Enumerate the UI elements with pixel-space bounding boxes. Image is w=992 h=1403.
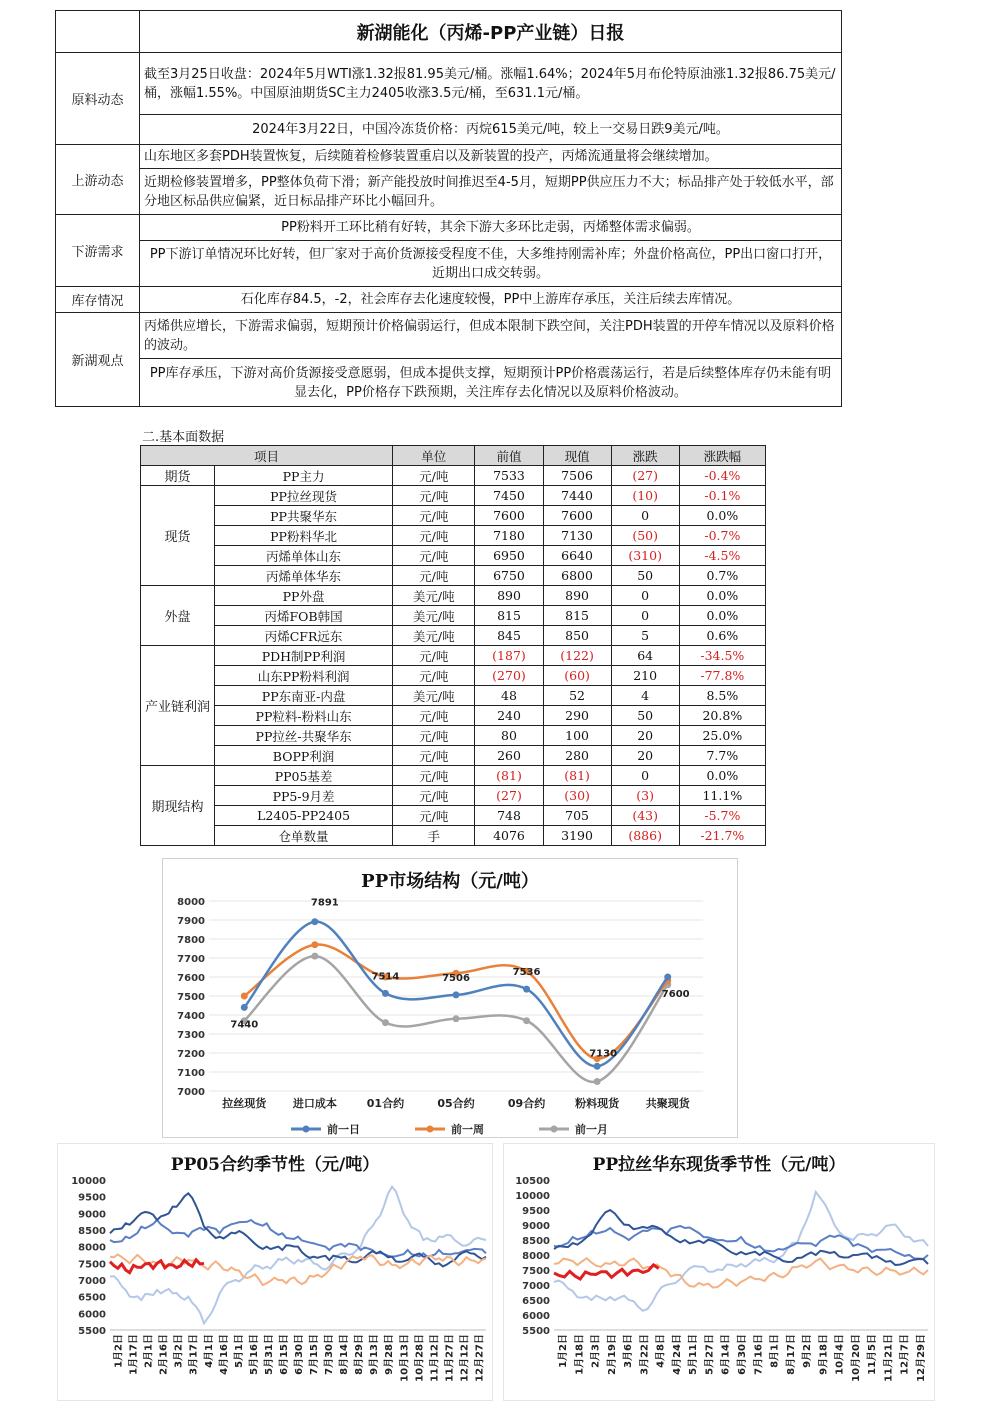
curr-cell: (81) (543, 766, 611, 786)
change-cell: 50 (611, 706, 679, 726)
x-tick-label: 3月22日 (639, 1334, 651, 1375)
prev-cell: 6950 (475, 546, 543, 566)
x-tick-label: 09合约 (507, 1097, 546, 1110)
y-tick-label: 9000 (522, 1221, 550, 1232)
row-label-inventory: 库存情况 (56, 287, 140, 313)
table-row (141, 726, 766, 746)
y-tick-label: 5500 (522, 1326, 550, 1337)
x-tick-label: 10月13日 (399, 1334, 411, 1382)
y-tick-label: 6500 (78, 1292, 106, 1304)
unit-cell: 元/吨 (393, 666, 475, 686)
header-change-pct: 涨跌幅 (679, 446, 765, 466)
data-label: 7130 (589, 1048, 618, 1060)
y-tick-label: 7400 (177, 1011, 205, 1022)
report-table (55, 10, 842, 407)
chart-title: PP拉丝华东现货季节性（元/吨） (592, 1155, 846, 1175)
item-cell: PP主力 (215, 466, 393, 486)
x-tick-label: 05合约 (437, 1097, 475, 1110)
x-tick-label: 3月2日 (173, 1334, 185, 1368)
raw-materials-text-1: 截至3月25日收盘：2024年5月WTI涨1.32报81.95美元/桶。涨幅1.64%；2024年5月布伦特原油涨1.32报86.75美元/桶，涨幅1.55%。中国原油期货SC主力2405收涨3.5元/桶，至631.1元/桶。 (140, 53, 842, 115)
x-tick-label: 6月30日 (737, 1334, 748, 1375)
group-label: 产业链利润 (141, 646, 215, 766)
item-cell: PP粉料华北 (215, 526, 393, 546)
series-point (523, 1017, 530, 1024)
x-tick-label: 进口成本 (292, 1097, 337, 1110)
y-tick-label: 7200 (177, 1049, 205, 1060)
x-tick-label: 1月2日 (558, 1334, 570, 1368)
y-tick-label: 7100 (177, 1068, 205, 1079)
pp-wire-seasonality-chart (503, 1143, 935, 1401)
legend-label: 前一日 (327, 1123, 360, 1136)
curr-cell: (122) (543, 646, 611, 666)
y-tick-label: 10000 (71, 1176, 106, 1187)
legend-marker (303, 1126, 310, 1133)
series-point (311, 941, 318, 948)
market-structure-chart (162, 858, 738, 1138)
y-tick-label: 8000 (522, 1251, 550, 1262)
item-cell: 丙烯单体山东 (215, 546, 393, 566)
fundamentals-table (140, 445, 766, 846)
report-corner (56, 11, 140, 53)
series-line (244, 944, 667, 1058)
change-cell: 210 (611, 666, 679, 686)
market-structure-plot (163, 859, 737, 1137)
x-tick-label: 拉丝现货 (222, 1097, 267, 1110)
x-tick-label: 11月27日 (444, 1334, 456, 1382)
item-cell: 丙烯CFR远东 (215, 626, 393, 646)
x-tick-label: 11月5日 (867, 1334, 879, 1375)
prev-cell: (187) (475, 646, 543, 666)
prev-cell: 48 (475, 686, 543, 706)
x-tick-label: 1月17日 (128, 1334, 140, 1375)
curr-cell: 7506 (543, 466, 611, 486)
x-tick-label: 2月19日 (606, 1334, 618, 1375)
change-cell: 0 (611, 606, 679, 626)
curr-cell: (60) (543, 666, 611, 686)
x-tick-label: 7月30日 (324, 1334, 336, 1375)
change-cell: (3) (611, 786, 679, 806)
prev-cell: (27) (475, 786, 543, 806)
unit-cell: 元/吨 (393, 646, 475, 666)
change-cell: (310) (611, 546, 679, 566)
unit-cell: 元/吨 (393, 546, 475, 566)
x-tick-label: 5月11日 (688, 1334, 700, 1375)
x-tick-label: 8月17日 (785, 1334, 797, 1375)
x-tick-label: 12月7日 (899, 1334, 911, 1375)
x-tick-label: 4月8日 (655, 1334, 667, 1368)
table-row (141, 666, 766, 686)
change-pct-cell: -0.7% (679, 526, 765, 546)
table-row (141, 806, 766, 826)
downstream-text-1: PP粉料开工环比稍有好转，其余下游大多环比走弱，丙烯整体需求偏弱。 (140, 215, 842, 241)
curr-cell: 815 (543, 606, 611, 626)
y-tick-label: 7000 (78, 1276, 106, 1287)
prev-cell: 240 (475, 706, 543, 726)
header-item: 项目 (141, 446, 393, 466)
change-cell: (886) (611, 826, 679, 846)
item-cell: 山东PP粉料利润 (215, 666, 393, 686)
x-tick-label: 4月1日 (203, 1334, 215, 1368)
unit-cell: 元/吨 (393, 726, 475, 746)
data-label: 7514 (371, 971, 400, 983)
x-tick-label: 9月2日 (802, 1334, 814, 1368)
x-tick-label: 10月4日 (834, 1334, 846, 1375)
pp05-seasonality-chart (57, 1143, 493, 1401)
table-row (141, 566, 766, 586)
change-pct-cell: 0.0% (679, 766, 765, 786)
x-tick-label: 5月31日 (263, 1334, 275, 1375)
x-tick-label: 6月14日 (720, 1334, 732, 1375)
x-tick-label: 12月12日 (459, 1334, 471, 1382)
change-pct-cell: -5.7% (679, 806, 765, 826)
season-line (110, 1220, 486, 1257)
table-row (141, 606, 766, 626)
x-tick-label: 4月16日 (218, 1334, 230, 1375)
prev-cell: (270) (475, 666, 543, 686)
legend-label: 前一周 (451, 1123, 484, 1136)
change-cell: 20 (611, 726, 679, 746)
series-point (241, 1004, 248, 1011)
series-point (594, 1078, 601, 1085)
series-point (241, 993, 248, 1000)
y-tick-label: 8500 (78, 1226, 106, 1237)
x-tick-label: 8月29日 (354, 1334, 366, 1375)
data-label: 7506 (442, 972, 470, 984)
x-tick-label: 12月29日 (915, 1334, 927, 1382)
item-cell: PP5-9月差 (215, 786, 393, 806)
x-tick-label: 3月17日 (188, 1334, 200, 1375)
legend-marker (551, 1126, 558, 1133)
change-cell: 0 (611, 586, 679, 606)
x-tick-label: 10月28日 (414, 1334, 426, 1382)
y-tick-label: 8500 (522, 1236, 550, 1247)
change-cell: 20 (611, 746, 679, 766)
y-tick-label: 7500 (177, 992, 205, 1003)
change-cell: 50 (611, 566, 679, 586)
row-label-downstream: 下游需求 (56, 215, 140, 287)
season-line (554, 1258, 928, 1287)
curr-cell: 7130 (543, 526, 611, 546)
season-line (554, 1265, 659, 1279)
change-cell: 0 (611, 766, 679, 786)
prev-cell: 890 (475, 586, 543, 606)
raw-materials-text-2: 2024年3月22日，中国冷冻货价格：丙烷615美元/吨，较上一交易日跌9美元/吨。 (140, 115, 842, 145)
table-row (141, 586, 766, 606)
pp05-seasonality-plot (58, 1144, 492, 1400)
y-tick-label: 6500 (522, 1296, 550, 1307)
chart-title: PP05合约季节性（元/吨） (170, 1155, 380, 1175)
table-row (141, 506, 766, 526)
change-pct-cell: -21.7% (679, 826, 765, 846)
series-point (311, 918, 318, 925)
prev-cell: 7450 (475, 486, 543, 506)
curr-cell: 290 (543, 706, 611, 726)
y-tick-label: 5500 (78, 1326, 106, 1337)
report-title: 新湖能化（丙烯-PP产业链）日报 (140, 11, 842, 53)
upstream-text-1: 山东地区多套PDH装置恢复，后续随着检修装置重启以及新装置的投产，丙烯流通量将会继续增加。 (140, 145, 842, 169)
y-tick-label: 8000 (78, 1242, 106, 1254)
curr-cell: 890 (543, 586, 611, 606)
series-point (311, 953, 318, 960)
x-tick-label: 1月18日 (574, 1334, 586, 1375)
unit-cell: 元/吨 (393, 786, 475, 806)
change-cell: 0 (611, 506, 679, 526)
row-label-outlook: 新湖观点 (56, 313, 140, 407)
item-cell: PP粒料-粉料山东 (215, 706, 393, 726)
change-pct-cell: -4.5% (679, 546, 765, 566)
data-label: 7536 (512, 967, 541, 979)
change-pct-cell: -0.4% (679, 466, 765, 486)
x-tick-label: 5月1日 (233, 1334, 245, 1368)
curr-cell: 7440 (543, 486, 611, 506)
unit-cell: 手 (393, 826, 475, 846)
x-tick-label: 12月27日 (474, 1334, 486, 1382)
unit-cell: 美元/吨 (393, 626, 475, 646)
upstream-text-2: 近期检修装置增多，PP整体负荷下滑；新产能投放时间推迟至4-5月，短期PP供应压力不大；标品排产处于较低水平，部分地区标品供应偏紧，近日标品排产环比小幅回升。 (140, 169, 842, 215)
curr-cell: 7600 (543, 506, 611, 526)
x-tick-label: 3月6日 (623, 1334, 635, 1368)
unit-cell: 元/吨 (393, 566, 475, 586)
x-tick-label: 1月2日 (113, 1334, 125, 1368)
prev-cell: 845 (475, 626, 543, 646)
item-cell: PP共聚华东 (215, 506, 393, 526)
item-cell: 丙烯单体华东 (215, 566, 393, 586)
series-point (382, 990, 389, 997)
curr-cell: 6800 (543, 566, 611, 586)
y-tick-label: 8000 (177, 897, 205, 908)
curr-cell: 850 (543, 626, 611, 646)
table-row (141, 706, 766, 726)
table-row (141, 546, 766, 566)
item-cell: PP拉丝-共聚华东 (215, 726, 393, 746)
item-cell: 仓单数量 (215, 826, 393, 846)
season-line (110, 1260, 204, 1273)
change-pct-cell: -0.1% (679, 486, 765, 506)
unit-cell: 元/吨 (393, 506, 475, 526)
x-tick-label: 11月21日 (883, 1334, 895, 1382)
y-tick-label: 10500 (515, 1176, 550, 1187)
prev-cell: 7533 (475, 466, 543, 486)
prev-cell: 6750 (475, 566, 543, 586)
curr-cell: 6640 (543, 546, 611, 566)
prev-cell: 7600 (475, 506, 543, 526)
prev-cell: 260 (475, 746, 543, 766)
x-tick-label: 11月12日 (429, 1334, 441, 1382)
x-tick-label: 6月30日 (294, 1334, 305, 1375)
header-prev: 前值 (475, 446, 543, 466)
change-pct-cell: 0.7% (679, 566, 765, 586)
y-tick-label: 7300 (177, 1030, 205, 1041)
y-tick-label: 6000 (78, 1309, 106, 1321)
table-row (141, 826, 766, 846)
legend-label: 前一月 (575, 1123, 608, 1136)
change-pct-cell: 8.5% (679, 686, 765, 706)
item-cell: L2405-PP2405 (215, 806, 393, 826)
item-cell: 丙烯FOB韩国 (215, 606, 393, 626)
series-point (453, 1015, 460, 1022)
row-label-raw-materials: 原料动态 (56, 53, 140, 145)
y-tick-label: 7500 (78, 1259, 106, 1271)
table-row (141, 526, 766, 546)
change-pct-cell: 0.0% (679, 606, 765, 626)
unit-cell: 元/吨 (393, 466, 475, 486)
x-tick-label: 10月20日 (850, 1334, 862, 1382)
x-tick-label: 8月14日 (339, 1334, 351, 1375)
pp-wire-seasonality-plot (504, 1144, 934, 1400)
header-curr: 现值 (543, 446, 611, 466)
y-tick-label: 7900 (177, 916, 205, 927)
outlook-text-2: PP库存承压，下游对高价货源接受意愿弱，但成本提供支撑，短期预计PP价格震荡运行，若是后续整体库存仍未能有明显去化，PP价格存下跌预期，关注库存去化情况以及原料价格波动。 (140, 359, 842, 407)
unit-cell: 元/吨 (393, 526, 475, 546)
table-row (141, 466, 766, 486)
data-label: 7440 (230, 1019, 259, 1031)
change-pct-cell: -77.8% (679, 666, 765, 686)
y-tick-label: 10000 (515, 1191, 550, 1202)
curr-cell: 52 (543, 686, 611, 706)
x-tick-label: 9月28日 (384, 1334, 396, 1375)
y-tick-label: 9500 (78, 1192, 106, 1204)
item-cell: PP拉丝现货 (215, 486, 393, 506)
prev-cell: 80 (475, 726, 543, 746)
unit-cell: 元/吨 (393, 806, 475, 826)
table-row (141, 746, 766, 766)
outlook-text-1: 丙烯供应增长，下游需求偏弱，短期预计价格偏弱运行，但成本限制下跌空间，关注PDH装置的开停车情况以及原料价格的波动。 (140, 313, 842, 359)
item-cell: PP东南亚-内盘 (215, 686, 393, 706)
change-pct-cell: -34.5% (679, 646, 765, 666)
data-label: 7891 (310, 897, 339, 909)
series-point (664, 974, 671, 981)
curr-cell: 3190 (543, 826, 611, 846)
x-tick-label: 5月27日 (704, 1334, 716, 1375)
change-pct-cell: 0.0% (679, 586, 765, 606)
series-point (453, 991, 460, 998)
curr-cell: 705 (543, 806, 611, 826)
group-label: 外盘 (141, 586, 215, 646)
x-tick-label: 7月16日 (753, 1334, 765, 1375)
series-point (382, 1019, 389, 1026)
prev-cell: 748 (475, 806, 543, 826)
table-row (141, 786, 766, 806)
x-tick-label: 8月1日 (769, 1334, 781, 1368)
curr-cell: (30) (543, 786, 611, 806)
group-label: 期现结构 (141, 766, 215, 846)
x-tick-label: 共聚现货 (645, 1097, 690, 1110)
item-cell: PDH制PP利润 (215, 646, 393, 666)
y-tick-label: 9000 (78, 1209, 106, 1221)
table-row (141, 686, 766, 706)
row-label-upstream: 上游动态 (56, 145, 140, 215)
unit-cell: 美元/吨 (393, 606, 475, 626)
change-pct-cell: 20.8% (679, 706, 765, 726)
prev-cell: 7180 (475, 526, 543, 546)
change-pct-cell: 11.1% (679, 786, 765, 806)
x-tick-label: 5月16日 (248, 1334, 260, 1375)
change-cell: 4 (611, 686, 679, 706)
unit-cell: 美元/吨 (393, 686, 475, 706)
unit-cell: 元/吨 (393, 746, 475, 766)
legend-marker (427, 1126, 434, 1133)
curr-cell: 280 (543, 746, 611, 766)
change-cell: (27) (611, 466, 679, 486)
x-tick-label: 4月24日 (671, 1334, 683, 1375)
x-tick-label: 6月15日 (278, 1334, 290, 1375)
series-point (523, 986, 530, 993)
unit-cell: 美元/吨 (393, 586, 475, 606)
unit-cell: 元/吨 (393, 486, 475, 506)
series-point (594, 1063, 601, 1070)
unit-cell: 元/吨 (393, 766, 475, 786)
prev-cell: 4076 (475, 826, 543, 846)
x-tick-label: 9月13日 (369, 1334, 381, 1375)
y-tick-label: 7000 (177, 1087, 205, 1098)
change-pct-cell: 7.7% (679, 746, 765, 766)
group-label: 现货 (141, 486, 215, 586)
y-tick-label: 7000 (522, 1281, 550, 1292)
prev-cell: 815 (475, 606, 543, 626)
table-row (141, 766, 766, 786)
x-tick-label: 2月16日 (158, 1334, 170, 1375)
inventory-text: 石化库存84.5，-2，社会库存去化速度较慢，PP中上游库存承压，关注后续去库情况。 (140, 287, 842, 313)
item-cell: BOPP利润 (215, 746, 393, 766)
table-row (141, 646, 766, 666)
x-tick-label: 7月15日 (309, 1334, 321, 1375)
item-cell: PP外盘 (215, 586, 393, 606)
y-tick-label: 7500 (522, 1266, 550, 1277)
downstream-text-2: PP下游订单情况环比好转，但厂家对于高价货源接受程度不佳，大多维持刚需补库；外盘价格高位，PP出口窗口打开，近期出口成交转弱。 (140, 241, 842, 287)
header-unit: 单位 (393, 446, 475, 466)
table-row (141, 486, 766, 506)
header-change: 涨跌 (611, 446, 679, 466)
change-cell: 64 (611, 646, 679, 666)
x-tick-label: 01合约 (366, 1097, 405, 1110)
y-tick-label: 7700 (177, 954, 205, 965)
item-cell: PP05基差 (215, 766, 393, 786)
prev-cell: (81) (475, 766, 543, 786)
data-label: 7600 (661, 989, 690, 1000)
unit-cell: 元/吨 (393, 706, 475, 726)
y-tick-label: 6000 (522, 1311, 550, 1322)
x-tick-label: 2月1日 (143, 1334, 155, 1368)
curr-cell: 100 (543, 726, 611, 746)
section-title: 二.基本面数据 (142, 430, 225, 445)
y-tick-label: 7800 (177, 935, 205, 946)
change-cell: (50) (611, 526, 679, 546)
chart-title: PP市场结构（元/吨） (361, 871, 539, 892)
change-cell: 5 (611, 626, 679, 646)
x-tick-label: 9月18日 (818, 1334, 830, 1375)
change-pct-cell: 25.0% (679, 726, 765, 746)
x-tick-label: 2月3日 (590, 1334, 602, 1368)
change-cell: (10) (611, 486, 679, 506)
season-line (554, 1226, 928, 1259)
table-row (141, 626, 766, 646)
change-pct-cell: 0.0% (679, 506, 765, 526)
change-pct-cell: 0.6% (679, 626, 765, 646)
y-tick-label: 7600 (177, 973, 205, 984)
group-label: 期货 (141, 466, 215, 486)
y-tick-label: 9500 (522, 1206, 550, 1217)
change-cell: (43) (611, 806, 679, 826)
x-tick-label: 粉料现货 (575, 1097, 620, 1110)
